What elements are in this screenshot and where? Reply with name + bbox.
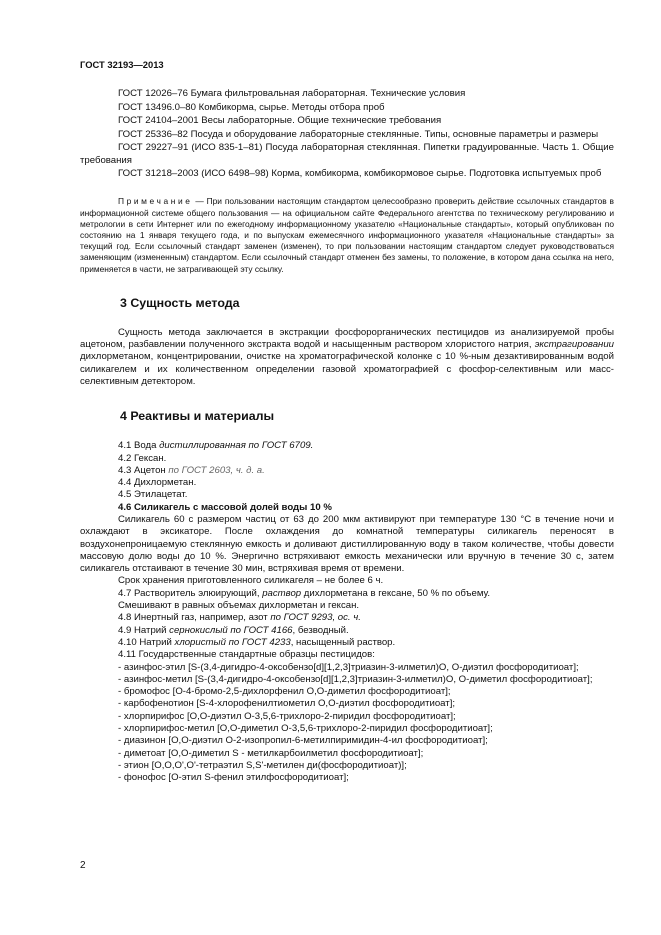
item-4-5: 4.5 Этилацетат.: [118, 489, 188, 501]
note-text: При пользовании настоящим стандартом целесообразно проверить действие ссылочных стандартов в информационной системе общего пользования — на официальном сайте Федерального агентства по техническому регулированию и метрологии в сети Интернет или по ежегодному информационному указателю «Национальные стандарты», который опубликован по состоянию на 1 января текущего года, и по выпускам ежемесячного информационного указателя «Национальные стандарты» за текущий год. Если ссылочный стандарт заменен (изменен), то при пользовании настоящим стандартом следует руководствоваться заменяющим (измененным) стандартом. Если ссылочный стандарт отменен без замены, то положение, в котором дана ссылка на него, применяется в части, не затрагивающей эту ссылку.: [80, 196, 614, 274]
section-3-title: 3 Сущность метода: [120, 295, 240, 310]
pesticide-list: [80, 662, 614, 785]
reference-item: ГОСТ 12026–76 Бумага фильтровальная лабораторная. Технические условия: [118, 88, 466, 100]
item-4-7-mix: Смешивают в равных объемах дихлорметан и гексан.: [118, 600, 360, 612]
note-label: Примечание: [118, 196, 193, 207]
item-4-6-storage: Срок хранения приготовленного силикагеля – не более 6 ч.: [118, 575, 384, 587]
item-4-7: 4.7 Растворитель элюирующий, раствор дихлорметана в гексане, 50 % по объему.: [118, 587, 491, 599]
list-item: - карбофенотион [S-4-хлорофенилтиометил O,O-диэтил фосфородитиоат];: [118, 698, 456, 710]
list-item: - хлорпирифос [O,O-диэтил O-3,5,6-трихлоро-2-пиридил фосфородитиоат];: [118, 710, 456, 722]
list-item: - хлорпирифос-метил [O,O-диметил O-3,5,6-трихлоро-2-пиридил фосфородитиоат];: [118, 723, 493, 735]
normative-references: [80, 88, 614, 180]
item-4-3: 4.3 Ацетон по ГОСТ 2603, ч. д. а.: [118, 464, 265, 476]
item-4-9: 4.9 Натрий сернокислый по ГОСТ 4166, безводный.: [118, 624, 349, 636]
reference-item: ГОСТ 13496.0–80 Комбикорма, сырье. Методы отбора проб: [118, 101, 385, 113]
item-4-1: 4.1 Вода дистиллированная по ГОСТ 6709.: [118, 440, 314, 452]
list-item: - азинфос-этил [S-(3,4-дигидро-4-оксобензо[d][1,2,3]триазин-3-илметил)O, O-диэтил фосфородитиоат];: [118, 661, 579, 673]
reference-item: ГОСТ 29227–91 (ИСО 835-1–81) Посуда лабораторная стеклянная. Пипетки градуированные. Часть 1. Общие требования: [80, 142, 614, 166]
list-item: - диметоат [O,O-диметил S - метилкарбоилметил фосфородитиоат];: [118, 747, 424, 759]
item-4-11: 4.11 Государственные стандартные образцы пестицидов:: [118, 649, 375, 661]
reference-item: ГОСТ 25336–82 Посуда и оборудование лабораторные стеклянные. Типы, основные параметры и размеры: [118, 128, 599, 140]
note: Примечание — При пользовании настоящим стандартом целесообразно проверить действие ссылочных стандартов в информационной системе общего пользования — на официальном сайте Федерального агентства по техническому регулированию и метрологии в сети Интернет или по ежегодному информационному указателю «Национальные стандарты», который опубликован по состоянию на 1 января текущего года, и по выпускам ежемесячного информационного указателя «Национальные стандарты» за текущий год. Если ссылочный стандарт заменен (изменен), то при пользовании настоящим стандартом следует руководствоваться заменяющим (измененным) стандартом. Если ссылочный стандарт отменен без замены, то положение, в котором дана ссылка на него, применяется в части, не затрагивающей эту ссылку.: [80, 196, 614, 274]
list-item: - фонофос [O-этил S-фенил этилфосфородитиоат];: [118, 772, 349, 784]
reference-item: ГОСТ 31218–2003 (ИСО 6498–98) Корма, комбикорма, комбикормовое сырье. Подготовка испытуемых проб: [118, 168, 602, 180]
section-3-paragraph: Сущность метода заключается в экстракции фосфорорганических пестицидов из анализируемой пробы ацетоном, разбавлении полученного экстракта водой и насыщенным раствором хлористого натрия, экстрагировании дихлорметаном, концентрировании, очистке на хроматографической колонке с 10 %-ным дезактивированным водой силикагелем и их количественном определении газовой хроматографией с фосфор-селективным или масс-селективным детектором.: [80, 326, 614, 387]
item-4-4: 4.4 Дихлорметан.: [118, 477, 197, 489]
list-item: - этион [O,O,O',O'-тетраэтил S,S'-метилен ди(фосфородитиоат)];: [118, 759, 407, 771]
list-item: - азинфос-метил [S-(3,4-дигидро-4-оксобензо[d][1,2,3]триазин-3-илметил)O, O-диметил фосфородитиоат];: [118, 673, 593, 685]
item-4-10: 4.10 Натрий хлористый по ГОСТ 4233, насыщенный раствор.: [118, 636, 396, 648]
running-header: ГОСТ 32193—2013: [80, 59, 164, 70]
page-number: 2: [80, 860, 86, 871]
section-4-title: 4 Реактивы и материалы: [120, 409, 275, 424]
item-4-8: 4.8 Инертный газ, например, азот по ГОСТ 9293, ос. ч.: [118, 612, 361, 624]
item-4-2: 4.2 Гексан.: [118, 452, 167, 464]
item-4-6-text: Силикагель 60 с размером частиц от 63 до 200 мкм активируют при температуре 130 °С в течение ночи и охлаждают в эксикаторе. После охлаждения до комнатной температуры силикагель переносят в воздухонепроницаемую стеклянную емкость и доливают дистиллированную воду в таком количестве, чтобы довести массовую долю воды до 10 %. Энергично встряхивают емкость механически или вручную в течение 30 с, затем силикагель отстаивают в течение 30 мин, встряхивая время от времени.: [80, 514, 614, 575]
list-item: - бромофос [O-4-бромо-2,5-дихлорфенил O,O-диметил фосфородитиоат];: [118, 686, 451, 698]
item-4-6-title: 4.6 Силикагель с массовой долей воды 10 %: [118, 501, 332, 513]
list-item: - диазинон [O,O-диэтил O-2-изопропил-6-метилпиримидин-4-ил фосфородитиоат];: [118, 735, 488, 747]
reference-item: ГОСТ 24104–2001 Весы лабораторные. Общие технические требования: [118, 115, 442, 127]
